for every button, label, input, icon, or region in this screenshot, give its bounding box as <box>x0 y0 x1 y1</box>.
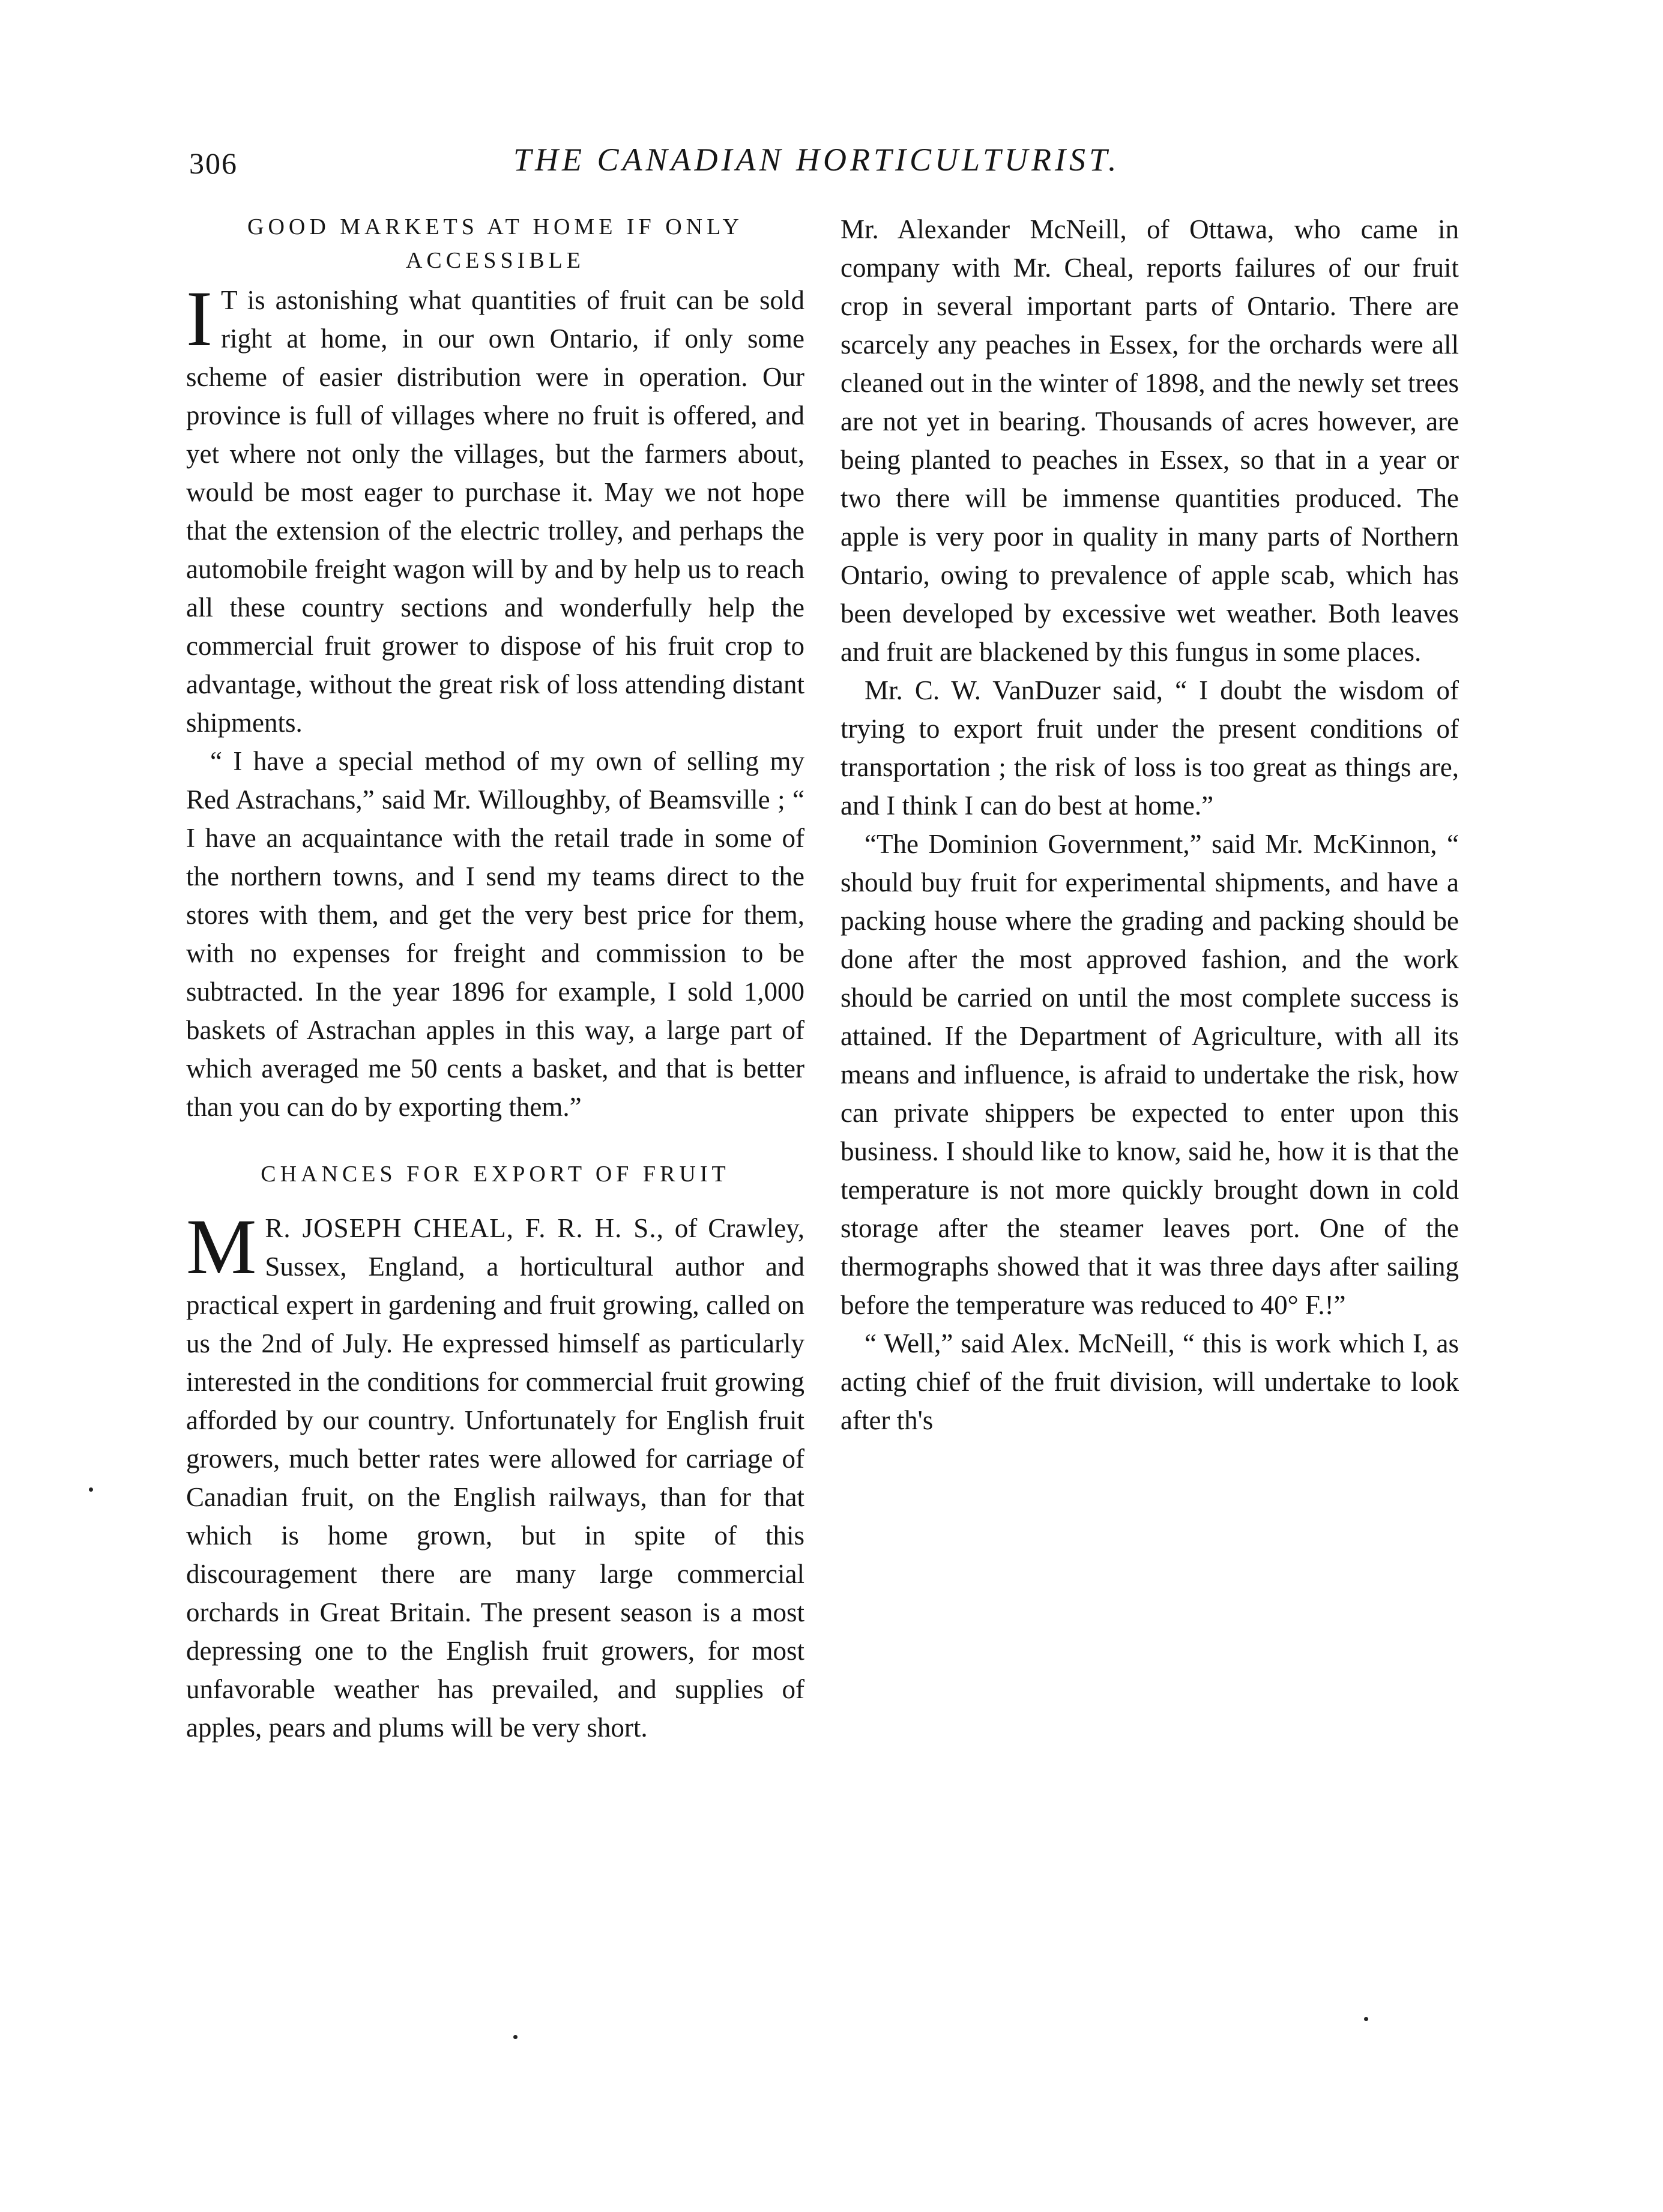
running-title: THE CANADIAN HORTICULTURIST. <box>513 142 1120 178</box>
article-heading-good-markets: GOOD MARKETS AT HOME IF ONLY ACCESSIBLE <box>247 214 743 273</box>
left-column <box>186 210 804 1747</box>
article-paragraph: Mr. Alexander McNeill, of Ottawa, who came in company with Mr. Cheal, reports failures of our fruit crop in several important parts of Ontario. There are scarcely any peaches in Essex, for the orchards were all cleaned out in the winter of 1898, and the newly set trees are not yet in bearing. Thousands of acres however, are being planted to peaches in Essex, so that in a year or two there will be immense quantities produced. The apple is very poor in quality in many parts of Northern Ontario, owing to prevalence of apple scab, which has been developed by excessive wet weather. Both leaves and fruit are blackened by this fungus in some places. <box>841 214 1459 667</box>
page-number: 306 <box>189 146 238 180</box>
article-paragraph: Mr. C. W. VanDuzer said, “ I doubt the wisdom of trying to export fruit under the present conditions of transportation ; the risk of loss is too great as things are, and I think I can do best at home.” <box>841 675 1459 821</box>
article-paragraph <box>186 274 804 742</box>
drop-cap: I <box>186 274 213 363</box>
right-column <box>841 210 1459 1439</box>
drop-cap: M <box>186 1202 257 1291</box>
print-speck <box>1364 2017 1368 2021</box>
article-heading-chances-export: CHANCES FOR EXPORT OF FRUIT <box>261 1162 730 1187</box>
paragraph-text: T is astonishing what quantities of fruit can be sold right at home, in our own Ontario, if only some scheme of easier distribution were in operation. Our province is full of villages where no fruit is offered, and yet where not only the villages, but the farmers about, would be most eager to purchase it. May we not hope that the extension of the electric trolley, and perhaps the automobile freight wagon will by and by help us to reach all these country sections and wonderfully help the commercial fruit grower to dispose of his fruit crop to advantage, without the great risk of loss attending distant shipments. <box>186 285 804 738</box>
article-paragraph: “ Well,” said Alex. McNeill, “ this is work which I, as acting chief of the fruit division, will undertake to look after th's <box>841 1328 1459 1435</box>
article-paragraph: “ I have a special method of my own of selling my Red Astrachans,” said Mr. Willoughby, of Beamsville ; “ I have an acquaintance with the retail trade in some of the northern towns, and I send my teams direct to the stores with them, and get the very best price for them, with no expenses for freight and commission to be subtracted. In the year 1896 for example, I sold 1,000 baskets of Astrachan apples in this way, a large part of which averaged me 50 cents a basket, and that is better than you can do by exporting them.” <box>186 746 804 1122</box>
page-header <box>189 141 1462 189</box>
article-paragraph <box>186 1202 805 1747</box>
paragraph-text: of Crawley, Sussex, England, a horticultural author and practical expert in gardening and fruit growing, called on us the 2nd of July. He expressed himself as particularly interested in the conditions for commercial fruit growing afforded by our country. Unfortunately for English fruit growers, much better rates were allowed for carriage of Canadian fruit, on the English railways, than for that which is home grown, but in spite of this discouragement there are many large commercial orchards in Great Britain. The present season is a most depressing one to the English fruit growers, for most unfavorable weather has prevailed, and supplies of apples, pears and plums will be very short. <box>186 1213 805 1743</box>
article-paragraph: “The Dominion Government,” said Mr. McKinnon, “ should buy fruit for experimental shipments, and have a packing house where the grading and packing should be done after the most approved fashion, and the work should be carried on until the most complete success is attained. If the Department of Agriculture, with all its means and influence, is afraid to undertake the risk, how can private shippers be expected to enter upon this business. I should like to know, said he, how it is that the temperature is not more quickly brought down in cold storage after the steamer leaves port. One of the thermographs showed that it was three days after sailing before the temperature was reduced to 40° F.!” <box>841 829 1459 1320</box>
print-speck <box>89 1487 93 1492</box>
lead-in-text: R. JOSEPH CHEAL, F. R. H. S., <box>265 1213 664 1243</box>
print-speck <box>513 2035 518 2039</box>
